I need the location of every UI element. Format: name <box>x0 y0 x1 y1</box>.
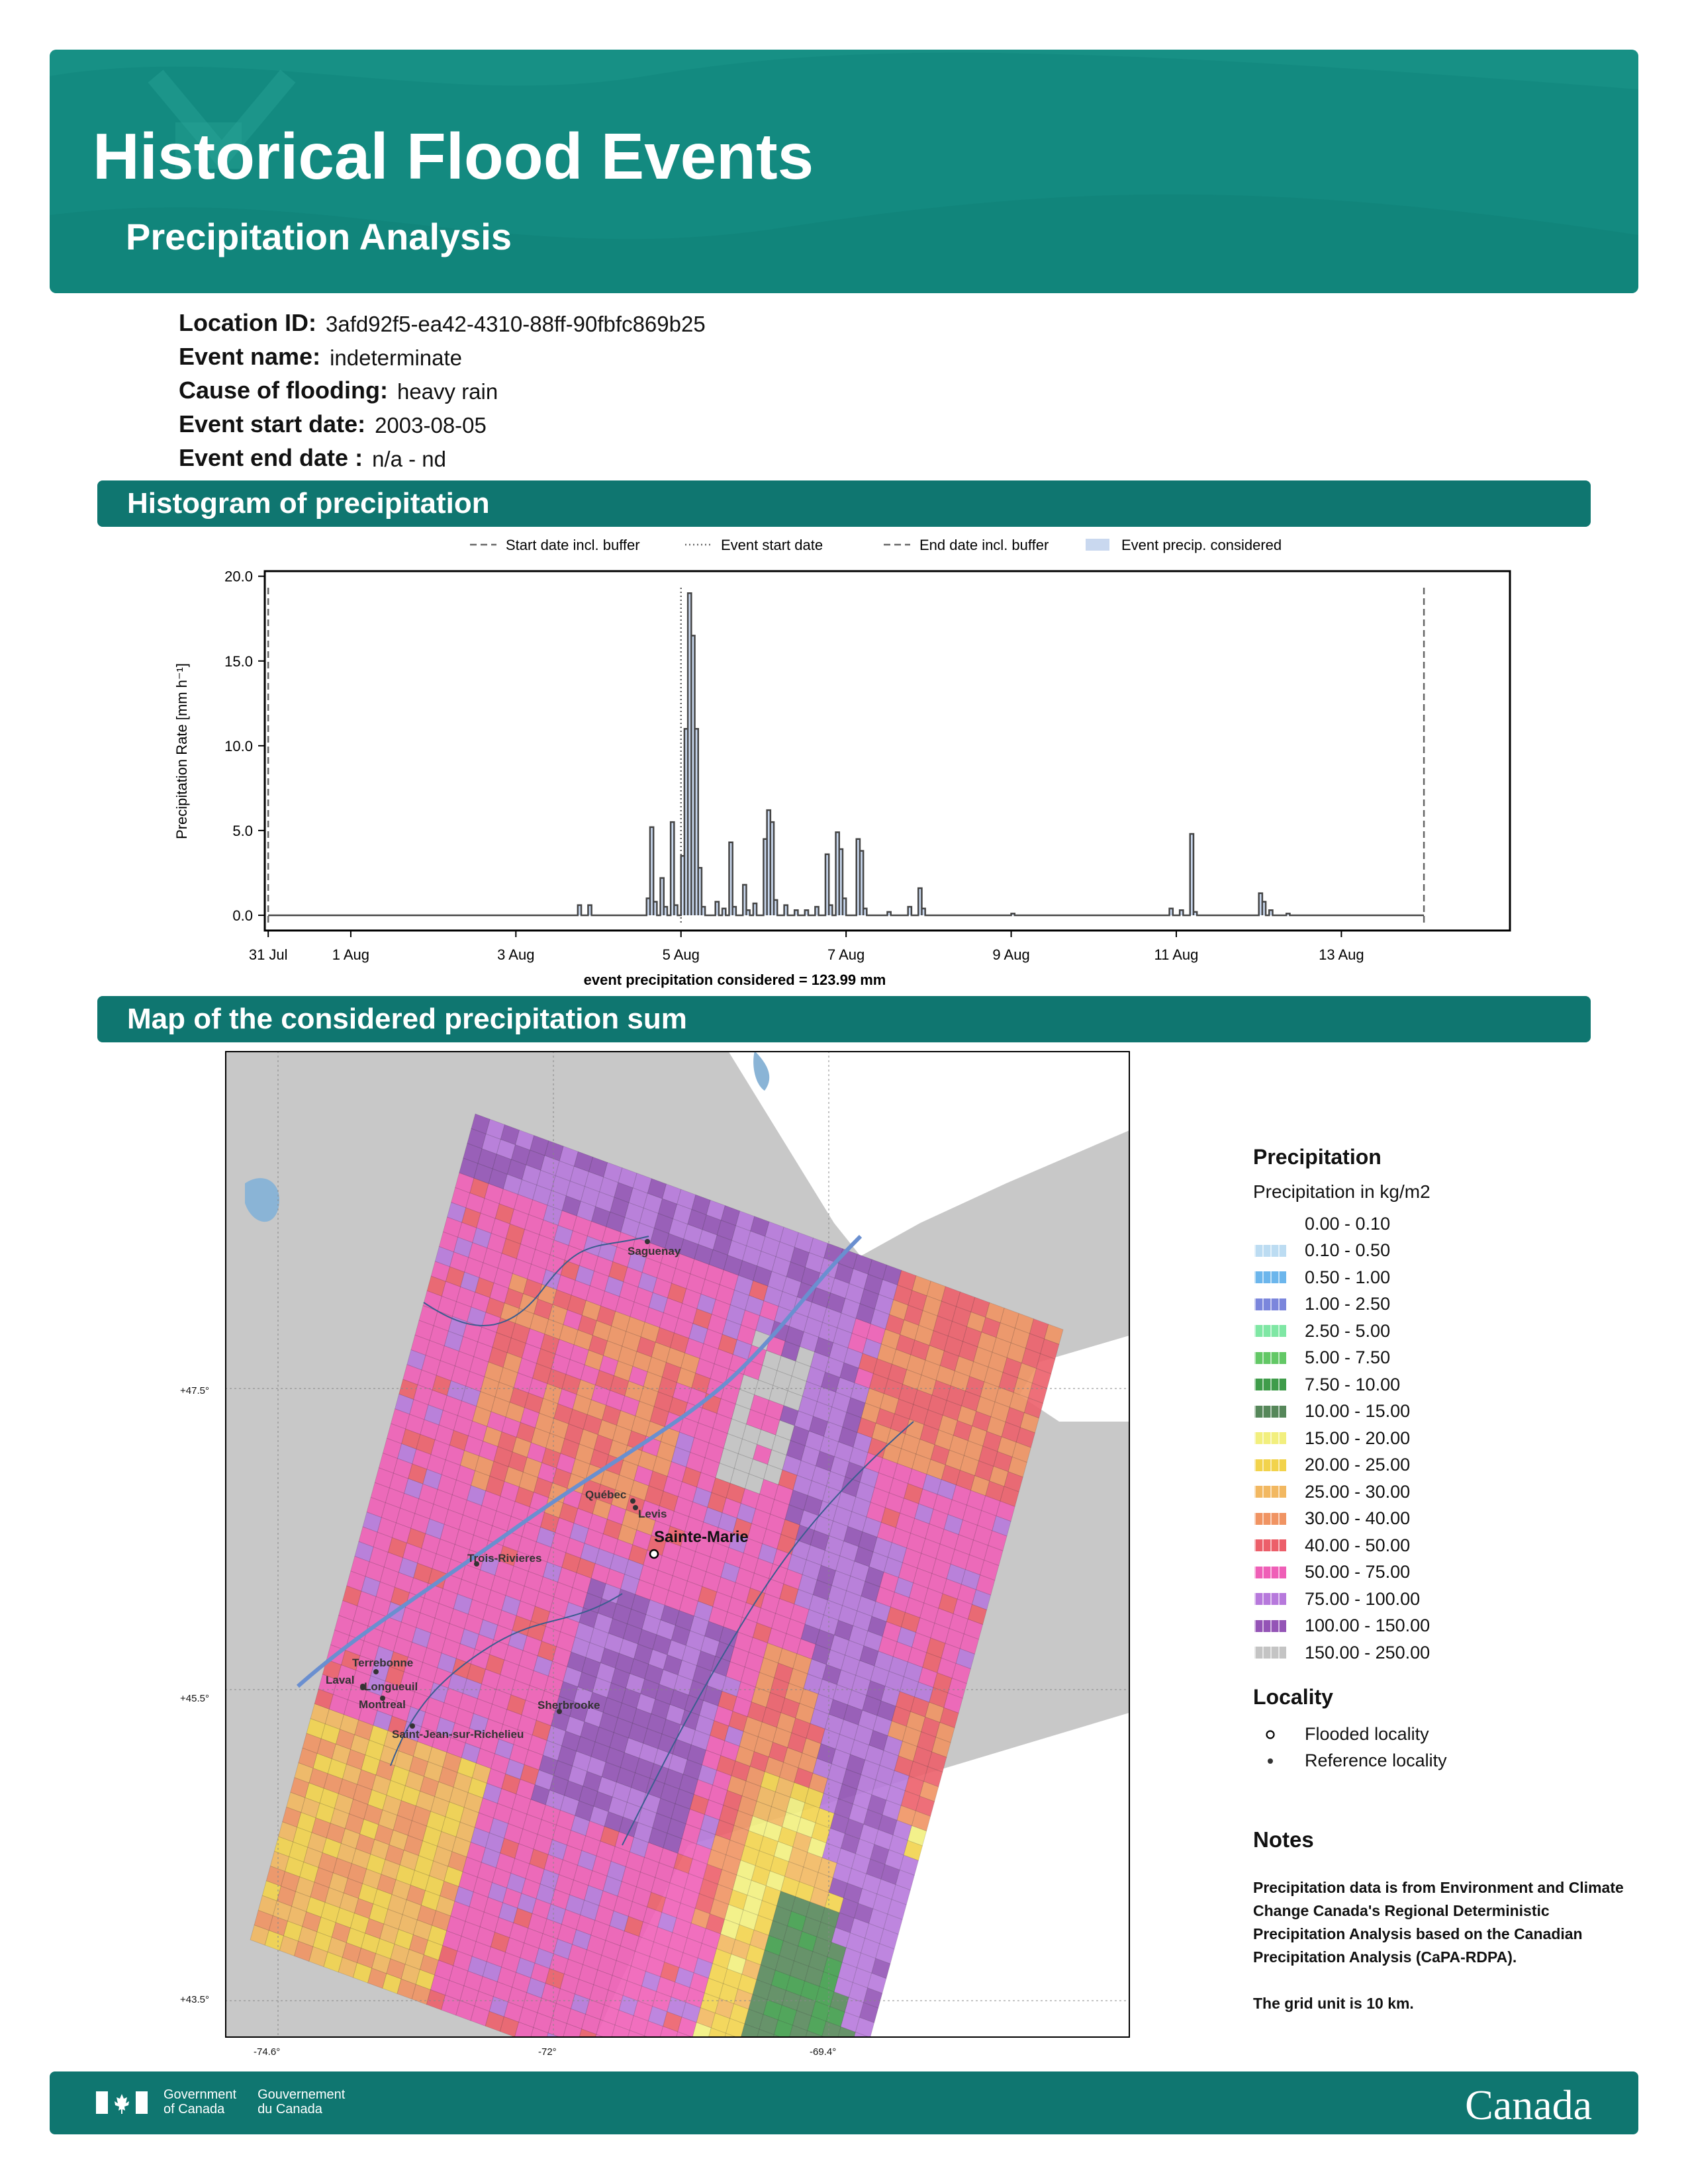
gov-en-line: of Canada <box>164 2102 225 2116</box>
locality-label: Terrebonne <box>352 1657 414 1669</box>
legend-label: End date incl. buffer <box>919 537 1049 553</box>
page-subtitle: Precipitation Analysis <box>126 216 512 257</box>
notes-paragraph: Precipitation data is from Environment and Climate Change Canada's Regional Deterministic Precipitation Analysis based on the Canadian Precipitation Analysis (CaPA-RDPA). <box>1253 1878 1624 1966</box>
gov-fr-line: du Canada <box>258 2102 322 2116</box>
lat-tick-label: +43.5° <box>180 1994 209 2005</box>
locality-label: Laval <box>326 1674 355 1686</box>
meta-value: n/a - nd <box>372 447 446 471</box>
locality-label: Longueuil <box>364 1680 418 1693</box>
canada-flag-icon <box>96 2089 148 2115</box>
meta-label: Event end date : <box>179 444 363 471</box>
gov-name-fr <box>258 2087 345 2116</box>
precipitation-histogram-chart <box>152 529 1536 999</box>
legend-label: 7.50 - 10.00 <box>1305 1374 1401 1394</box>
gov-fr-line: Gouvernement <box>258 2087 346 2102</box>
legend-label: 0.50 - 1.00 <box>1305 1267 1391 1287</box>
page-title: Historical Flood Events <box>93 120 814 193</box>
meta-value: 2003-08-05 <box>375 413 487 437</box>
precipitation-map <box>225 1051 1132 2044</box>
legend-class <box>1253 1639 1624 1666</box>
legend-class <box>1253 1210 1624 1238</box>
meta-label: Event start date: <box>179 410 366 437</box>
lon-tick-label: -69.4° <box>810 2046 837 2058</box>
legend-class <box>1253 1238 1624 1265</box>
reference-locality <box>467 1552 541 1567</box>
meta-value: indeterminate <box>330 345 463 370</box>
grid-cell <box>784 2040 803 2044</box>
legend-title: Precipitation <box>1253 1145 1382 1169</box>
legend-swatch <box>1254 1539 1286 1551</box>
flooded-locality-label: Sainte-Marie <box>654 1528 749 1546</box>
legend-class <box>1253 1291 1624 1318</box>
locality-label: Trois-Rivieres <box>467 1552 542 1565</box>
legend-label: 50.00 - 75.00 <box>1305 1562 1411 1582</box>
legend-swatch <box>1254 1352 1286 1364</box>
lon-tick-label: -72° <box>538 2046 557 2058</box>
meta-label: Cause of flooding: <box>179 377 388 404</box>
legend-class <box>1253 1559 1624 1586</box>
map-legend <box>1253 1145 1624 2038</box>
meta-value: 3afd92f5-ea42-4310-88ff-90fbfc869b25 <box>325 312 706 336</box>
legend-swatch <box>1254 1486 1286 1498</box>
locality-label: Sherbrooke <box>538 1699 600 1711</box>
legend-swatch <box>1254 1432 1286 1444</box>
legend-reference-locality <box>1253 1748 1624 1774</box>
lat-tick-label: +47.5° <box>180 1385 209 1396</box>
grid-cell <box>737 2038 755 2044</box>
legend-swatch <box>1254 1325 1286 1337</box>
notes-paragraph: The grid unit is 10 km. <box>1253 1994 1414 2012</box>
government-signature <box>96 2087 345 2116</box>
legend-label: Flooded locality <box>1305 1724 1429 1744</box>
legend-label: Event start date <box>721 537 823 553</box>
legend-swatch <box>1254 1647 1286 1659</box>
legend-label: Reference locality <box>1305 1751 1447 1770</box>
x-tick-label: 13 Aug <box>1319 946 1364 963</box>
legend-swatch <box>1254 1459 1286 1471</box>
grid-cell <box>703 2042 722 2044</box>
legend-swatch <box>1254 1406 1286 1418</box>
legend-classes <box>1253 1210 1624 1666</box>
legend-class <box>1253 1613 1624 1640</box>
legend-swatch <box>1254 1298 1286 1310</box>
legend-label: 100.00 - 150.00 <box>1305 1615 1430 1636</box>
lon-tick-label: -74.6° <box>254 2046 281 2058</box>
legend-swatch <box>1254 1271 1286 1283</box>
legend-label: 0.00 - 0.10 <box>1305 1213 1391 1234</box>
y-tick-label: 5.0 <box>232 822 253 839</box>
legend-label: 75.00 - 100.00 <box>1305 1588 1421 1609</box>
legend-class <box>1253 1425 1624 1452</box>
grid-cell <box>559 2038 577 2044</box>
notes-title: Notes <box>1253 1827 1314 1852</box>
locality-label: Saguenay <box>628 1245 681 1257</box>
x-tick-label: 5 Aug <box>662 946 700 963</box>
plot-frame <box>265 571 1510 931</box>
legend-class <box>1253 1264 1624 1291</box>
grid-cell <box>688 2037 707 2044</box>
legend-swatch <box>1254 1593 1286 1605</box>
locality-legend-title: Locality <box>1253 1684 1333 1709</box>
legend-label: Start date incl. buffer <box>506 537 640 553</box>
locality-label: Saint-Jean-sur-Richelieu <box>392 1728 524 1741</box>
legend-label: 1.00 - 2.50 <box>1305 1294 1391 1314</box>
legend-class <box>1253 1318 1624 1345</box>
locality-label: Québec <box>585 1488 627 1501</box>
chart-legend <box>470 537 1282 553</box>
gov-name-en <box>164 2087 236 2116</box>
footer-bar <box>50 2071 1638 2134</box>
locality-label: Levis <box>638 1508 667 1520</box>
meta-label: Event name: <box>179 343 321 370</box>
legend-class <box>1253 1371 1624 1398</box>
x-tick-label: 1 Aug <box>332 946 370 963</box>
meta-end-date <box>179 438 706 472</box>
legend-label: 15.00 - 20.00 <box>1305 1428 1411 1448</box>
grid-cell <box>607 2040 626 2044</box>
legend-flooded-locality <box>1253 1721 1624 1748</box>
x-tick-label: 31 Jul <box>248 946 288 963</box>
legend-swatch <box>1254 1218 1286 1230</box>
y-axis <box>224 569 265 924</box>
legend-label: 40.00 - 50.00 <box>1305 1535 1411 1555</box>
flooded-locality-icon <box>1254 1729 1286 1740</box>
y-tick-label: 0.0 <box>232 907 253 924</box>
legend-label: Event precip. considered <box>1121 537 1282 553</box>
legend-swatch <box>1086 539 1109 551</box>
gov-en-line: Government <box>164 2087 237 2102</box>
legend-label: 25.00 - 30.00 <box>1305 1481 1411 1502</box>
legend-swatch <box>1254 1379 1286 1390</box>
header-banner <box>50 50 1638 293</box>
legend-class <box>1253 1532 1624 1559</box>
meta-location-id <box>179 303 706 337</box>
legend-class <box>1253 1452 1624 1479</box>
legend-label: 150.00 - 250.00 <box>1305 1642 1430 1662</box>
y-tick-label: 15.0 <box>224 653 253 670</box>
y-axis-label: Precipitation Rate [mm h⁻¹] <box>173 663 190 839</box>
grid-cell <box>833 2042 851 2044</box>
legend-label: 5.00 - 7.50 <box>1305 1347 1391 1368</box>
legend-label: 2.50 - 5.00 <box>1305 1320 1391 1341</box>
reference-lines <box>268 588 1424 924</box>
meta-event-name <box>179 337 706 371</box>
x-axis <box>249 931 1364 963</box>
map-section-title: Map of the considered precipitation sum <box>97 996 1591 1042</box>
notes-body <box>1253 1876 1624 2015</box>
x-axis-label: event precipitation considered = 123.99 mm <box>583 972 886 988</box>
legend-swatch <box>1254 1245 1286 1257</box>
event-metadata <box>179 303 706 472</box>
y-tick-label: 10.0 <box>224 737 253 754</box>
x-tick-label: 3 Aug <box>497 946 535 963</box>
reference-locality <box>359 1696 406 1711</box>
x-tick-label: 11 Aug <box>1154 946 1199 963</box>
legend-class <box>1253 1586 1624 1613</box>
legend-swatch <box>1254 1567 1286 1578</box>
reference-locality-icon <box>1254 1756 1286 1766</box>
lat-tick-label: +45.5° <box>180 1693 209 1704</box>
meta-cause <box>179 371 706 404</box>
legend-swatch <box>1254 1620 1286 1632</box>
canada-wordmark: Canada <box>1465 2081 1592 2128</box>
x-tick-label: 9 Aug <box>992 946 1030 963</box>
legend-label: 30.00 - 40.00 <box>1305 1508 1411 1529</box>
grid-cell <box>655 2041 674 2044</box>
locality-label: Montreal <box>359 1698 406 1711</box>
meta-start-date <box>179 404 706 438</box>
meta-value: heavy rain <box>397 379 498 404</box>
precip-rate-line <box>268 593 1424 915</box>
meta-label: Location ID: <box>179 309 316 336</box>
legend-class <box>1253 1345 1624 1372</box>
reference-locality <box>633 1505 667 1520</box>
histogram-section-title: Histogram of precipitation <box>97 480 1591 527</box>
legend-class <box>1253 1398 1624 1426</box>
legend-label: 10.00 - 15.00 <box>1305 1401 1411 1422</box>
y-tick-label: 20.0 <box>224 568 253 585</box>
reference-locality <box>360 1680 418 1693</box>
legend-swatch <box>1254 1513 1286 1525</box>
x-tick-label: 7 Aug <box>827 946 865 963</box>
legend-class <box>1253 1479 1624 1506</box>
legend-class <box>1253 1506 1624 1533</box>
legend-label: 0.10 - 0.50 <box>1305 1240 1391 1261</box>
legend-label: 20.00 - 25.00 <box>1305 1455 1411 1475</box>
legend-subtitle: Precipitation in kg/m2 <box>1253 1181 1430 1202</box>
